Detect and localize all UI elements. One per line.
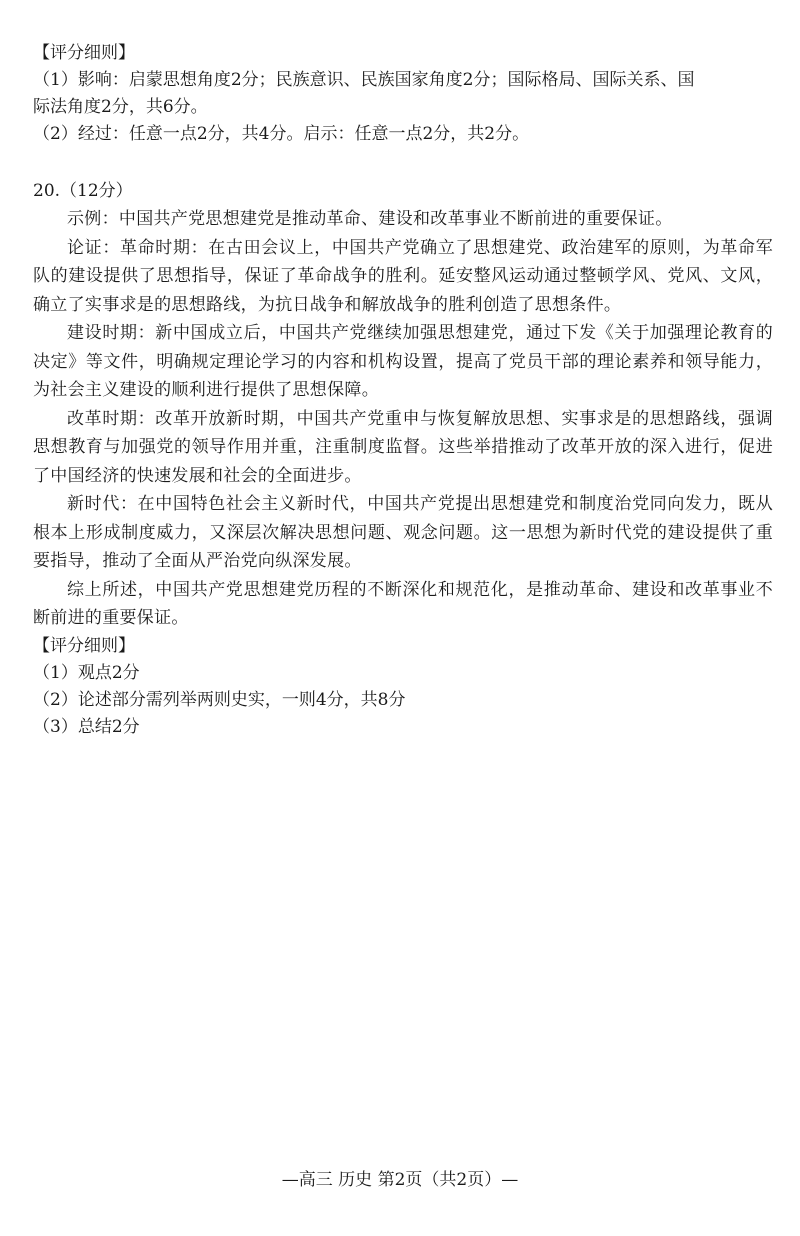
scoring-heading-2: 【评分细则】 bbox=[33, 635, 135, 656]
scoring-heading-1: 【评分细则】 bbox=[33, 43, 135, 63]
scoring2-item-3: （3）总结2分 bbox=[33, 716, 140, 737]
question-20-new-era: 新时代：在中国特色社会主义新时代，中国共产党提出思想建党和制度治党同向发力，既从根本上形成制度威力，又深层次解决思想问题、观念问题。这一思想为新时代党的建设提供了重要指导，推动了全面从严治党向纵深发展。 bbox=[33, 494, 773, 571]
question-20-revolution-period: 论证：革命时期：在古田会议上，中国共产党确立了思想建党、政治建军的原则，为革命军队的建设提供了思想指导，保证了革命战争的胜利。延安整风运动通过整顿学风、党风、文风，确立了实事求是的思想路线，为抗日战争和解放战争的胜利创造了思想条件。 bbox=[33, 237, 773, 315]
scoring-item-1-line-1: （1）影响：启蒙思想角度2分；民族意识、民族国家角度2分；国际格局、国际关系、国 bbox=[33, 70, 695, 90]
document-page bbox=[33, 40, 773, 741]
question-20-example: 示例：中国共产党思想建党是推动革命、建设和改革事业不断前进的重要保证。 bbox=[67, 209, 673, 229]
question-20-reform-period: 改革时期：改革开放新时期，中国共产党重申与恢复解放思想、实事求是的思想路线，强调思想教育与加强党的领导作用并重，注重制度监督。这些举措推动了改革开放的深入进行，促进了中国经济的快速发展和社会的全面进步。 bbox=[33, 408, 773, 486]
question-20-number: 20.（12分） bbox=[33, 181, 133, 201]
section-gap bbox=[33, 148, 773, 178]
scoring-item-2: （2）经过：任意一点2分，共4分。启示：任意一点2分，共2分。 bbox=[33, 124, 530, 144]
page-footer: —高三 历史 第2页（共2页）— bbox=[281, 1170, 519, 1190]
scoring2-item-1: （1）观点2分 bbox=[33, 662, 140, 683]
question-20-construction-period: 建设时期：新中国成立后，中国共产党继续加强思想建党，通过下发《关于加强理论教育的决定》等文件，明确规定理论学习的内容和机构设置，提高了党员干部的理论素养和领导能力，为社会主义建设的顺利进行提供了思想保障。 bbox=[33, 323, 773, 400]
question-20-conclusion: 综上所述，中国共产党思想建党历程的不断深化和规范化，是推动革命、建设和改革事业不断前进的重要保证。 bbox=[33, 579, 773, 628]
scoring2-item-2: （2）论述部分需列举两则史实，一则4分，共8分 bbox=[33, 689, 406, 710]
scoring-item-1-line-2: 际法角度2分，共6分。 bbox=[33, 97, 208, 117]
